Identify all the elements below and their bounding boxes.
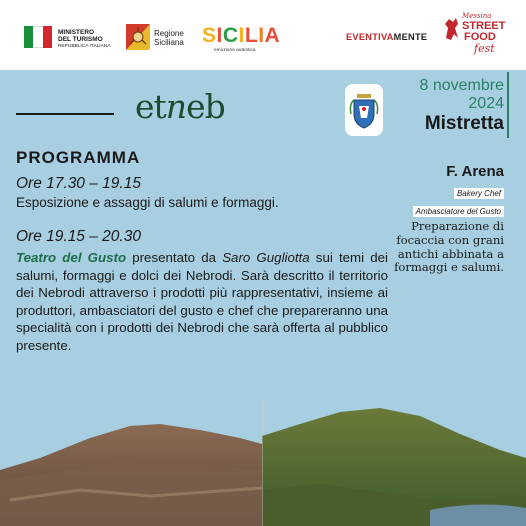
regione-line2: Siciliana: [154, 38, 184, 47]
comune-crest-icon: [345, 84, 383, 136]
slot2-description: [16, 249, 388, 355]
sff-line1: Messina: [462, 12, 492, 20]
slot2-time: Ore 19.15 – 20.30: [16, 228, 141, 245]
ministero-line3: REPUBBLICA ITALIANA: [58, 44, 111, 49]
ministero-logo: [58, 29, 110, 50]
lion-icon: [442, 16, 462, 42]
etneb-part3: eb: [186, 87, 225, 126]
eventiva-part2: MENTE: [393, 32, 428, 42]
slot1-description: Esposizione e assaggi di salumi e formaggi.: [16, 195, 279, 210]
etneb-part2: n: [165, 87, 187, 126]
etneb-logo: [135, 87, 225, 126]
chef-name: F. Arena: [446, 163, 504, 180]
landscape-image: [0, 400, 526, 526]
event-date: 8 novembre: [419, 77, 504, 94]
street-food-fest-logo: [440, 12, 506, 60]
sff-line3: FOOD: [464, 31, 496, 43]
sponsor-bar: [0, 0, 526, 70]
regione-crest-icon: [126, 24, 150, 50]
ministero-line1: MINISTERO: [58, 29, 95, 36]
divider-line: [16, 113, 114, 115]
chef-tag-ambasciatore: Ambasciatore del Gusto: [413, 206, 504, 217]
program-title: PROGRAMMA: [16, 148, 141, 167]
chef-description: Preparazione di focaccia con grani antichi abbinata a formaggi e salumi.: [394, 219, 504, 275]
event-date-block: [420, 76, 505, 135]
regione-line1: Regione: [154, 29, 184, 38]
event-year: 2024: [468, 95, 504, 112]
etneb-part1: et: [135, 87, 166, 126]
italian-flag-icon: [24, 26, 52, 48]
sicilia-tagline: emozione autentica: [214, 48, 256, 53]
sff-line2: STREET: [462, 20, 506, 32]
ministero-line2: DEL TURISMO: [58, 36, 103, 43]
slot1-time: Ore 17.30 – 19.15: [16, 175, 141, 192]
slot2-venue: Teatro del Gusto: [16, 250, 127, 265]
slot2-host: Saro Gugliotta: [222, 250, 310, 265]
slot2-text1: presentato da: [126, 250, 223, 265]
accent-vertical-bar: [507, 72, 509, 138]
regione-logo-text: [154, 29, 184, 47]
event-city: Mistretta: [424, 113, 504, 134]
sicilia-logo: SICILIA: [202, 24, 281, 47]
eventiva-part1: EVENTIVA: [346, 32, 394, 42]
slot2-text2: sui temi dei salumi, formaggi e dolci dei Nebrodi. Sarà descritto il territorio dei Nebrodi attraverso i prodotti più rappresentativi, insieme ai produttori, ambasciatori del gusto e chef che prepareranno una specialità con i prodotti dei Nebrodi che sarà offerta al pubblico presente.: [16, 250, 388, 353]
chef-tag-bakery: Bakery Chef: [454, 188, 504, 199]
chef-card: [374, 163, 504, 275]
eventivamente-logo: [346, 32, 427, 42]
sff-line4: fest: [474, 42, 495, 55]
